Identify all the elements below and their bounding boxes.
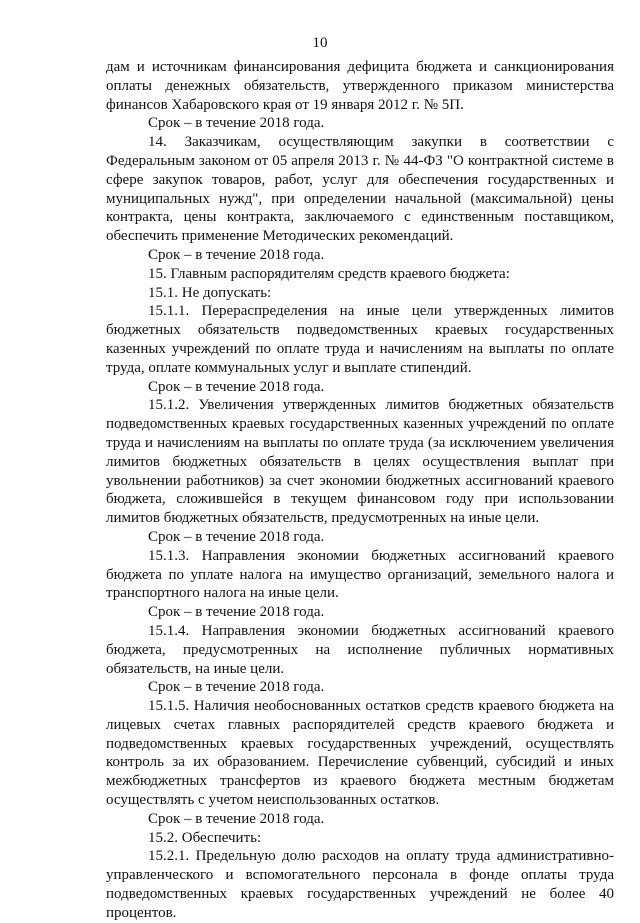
paragraph-item-15-2: 15.2. Обеспечить: xyxy=(148,829,262,846)
paragraph-item-15-1-2: 15.1.2. Увеличения утвержденных лимитов бюджетных обязательств подведомственных краевых государственных казенных учреждений по оплате труда и начислениям на выплаты по оплате труда (за исключением увеличения лимитов бюджетных обязательств в целях осуществления выплат при увольнении работников) за счет экономии бюджетных ассигнований краевого бюджета, сложившейся в текущем финансовом году при использовании лимитов бюджетных обязательств, предусмотренных на иные цели. xyxy=(106,397,614,527)
document-body xyxy=(106,58,614,923)
page-number: 10 xyxy=(312,35,328,51)
paragraph-item-15-1-1: 15.1.1. Перераспределения на иные цели утвержденных лимитов бюджетных обязательств подведомственных краевых государственных казенных учреждений по оплате труда и начислениям на выплаты по оплате труда, оплате коммунальных услуг и выплате стипендий. xyxy=(106,303,614,376)
paragraph-item-15-1-4: 15.1.4. Направления экономии бюджетных ассигнований краевого бюджета, предусмотренных на исполнение публичных нормативных обязательств, на иные цели. xyxy=(106,622,614,677)
paragraph-item-14: 14. Заказчикам, осуществляющим закупки в соответствии с Федеральным законом от 05 апреля 2013 г. № 44-ФЗ "О контрактной системе в сфере закупок товаров, работ, услуг для обеспечения государственных и муниципальных нужд", при определении начальной (максимальной) цены контракта, цены контракта, заключаемого с единственным поставщиком, обеспечить применение Методических рекомендаций. xyxy=(106,134,614,245)
deadline-paragraph: Срок – в течение 2018 года. xyxy=(148,528,325,545)
deadline-paragraph: Срок – в течение 2018 года. xyxy=(148,810,325,827)
deadline-paragraph: Срок – в течение 2018 года. xyxy=(148,378,325,395)
deadline-paragraph: Срок – в течение 2018 года. xyxy=(148,246,325,263)
paragraph-item-15: 15. Главным распорядителям средств краевого бюджета: xyxy=(148,265,510,282)
deadline-paragraph: Срок – в течение 2018 года. xyxy=(148,115,325,132)
paragraph-item-15-1: 15.1. Не допускать: xyxy=(148,284,272,301)
deadline-paragraph: Срок – в течение 2018 года. xyxy=(148,604,325,621)
paragraph-continuation: дам и источникам финансирования дефицита бюджета и санкционирования оплаты денежных обязательств, утвержденного приказом министерства финансов Хабаровского края от 19 января 2012 г. № 5П. xyxy=(106,59,614,113)
paragraph-item-15-1-5: 15.1.5. Наличия необоснованных остатков средств краевого бюджета на лицевых счетах главных распорядителей средств краевого бюджета и подведомственных краевых государственных учреждений, осуществлять контроль за их образованием. Перечисление субвенций, субсидий и иных межбюджетных трансфертов из краевого бюджета местным бюджетам осуществлять с учетом неиспользованных остатков. xyxy=(106,698,614,809)
paragraph-item-15-2-1: 15.2.1. Предельную долю расходов на оплату труда административно-управленческого и вспомогательного персонала в фонде оплаты труда подведомственных краевых государственных учреждений не более 40 процентов. xyxy=(106,848,614,921)
deadline-paragraph: Срок – в течение 2018 года. xyxy=(148,679,325,696)
paragraph-item-15-1-3: 15.1.3. Направления экономии бюджетных ассигнований краевого бюджета по уплате налога на имущество организаций, земельного налога и транспортного налога на иные цели. xyxy=(106,547,614,602)
